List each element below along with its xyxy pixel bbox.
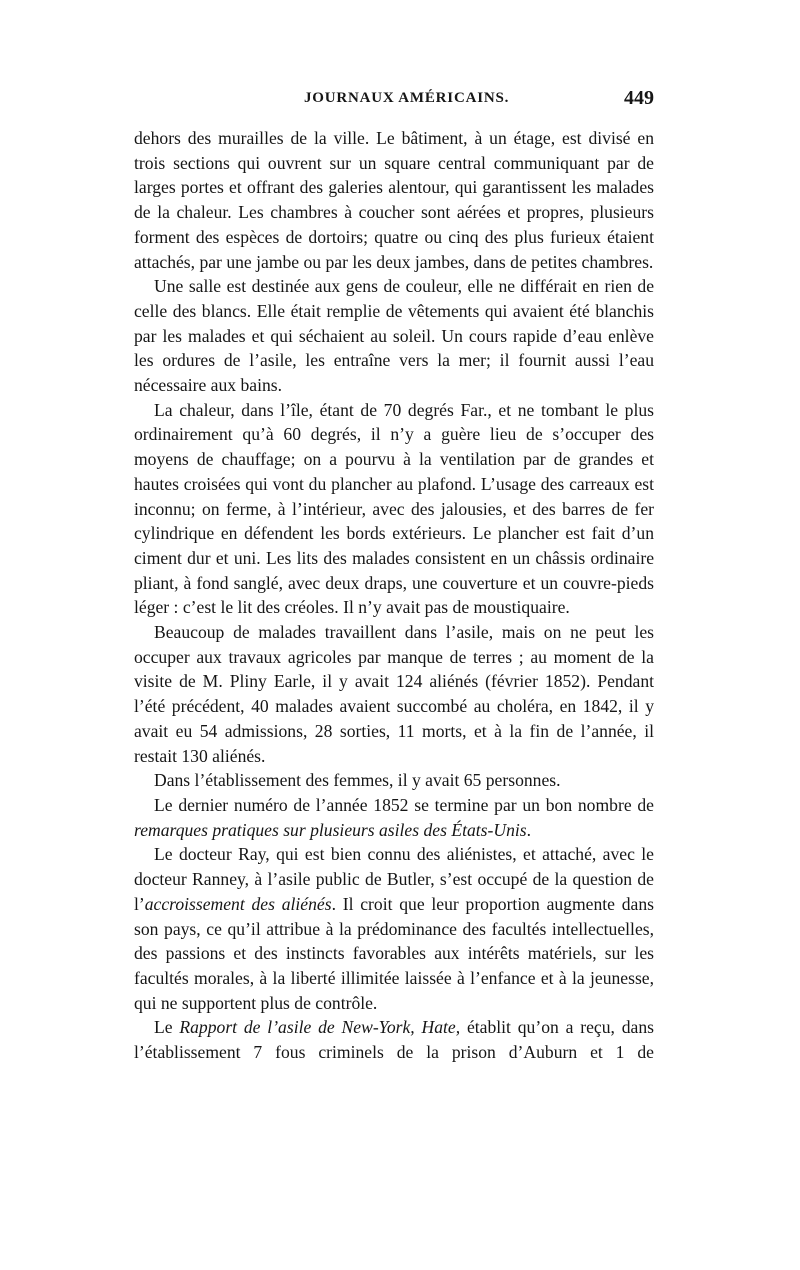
paragraph: Dans l’établissement des femmes, il y avait 65 personnes. xyxy=(154,770,561,791)
paragraph: La chaleur, dans l’île, étant de 70 degrés Far., et ne tombant le plus ordinairement qu’à 60 degrés, il n’y a guère lieu de s’occuper des moyens de chauffage; on a pourvu à la ventilation par de grandes et hautes croisées qui vont du plancher au plafond. L’usage des carreaux est inconnu; on ferme, à l’intérieur, avec des jalousies, et des barres de fer cylindrique en défendent les bords extérieurs. Le plancher est fait d’un ciment dur et uni. Les lits des malades consistent en un châssis ordinaire pliant, à fond sanglé, avec deux draps, une couverture et un couvre-pieds léger : c’est le lit des créoles. Il n’y avait pas de moustiquaire. xyxy=(134,399,654,618)
paragraph: Le dernier numéro de l’année 1852 se termine par un bon nombre de remarques pratiques sur plusieurs asiles des États-Unis. xyxy=(134,794,654,840)
paragraph: Une salle est destinée aux gens de couleur, elle ne différait en rien de celle des blancs. Elle était remplie de vêtements qui avaient été blanchis par les malades et qui séchaient au soleil. Un cours rapide d’eau enlève les ordures de l’asile, les entraîne vers la mer; il fournit aussi l’eau nécessaire aux bains. xyxy=(134,276,654,396)
running-title: JOURNAUX AMÉRICAINS. xyxy=(304,90,510,106)
paragraph-continuation: dehors des murailles de la ville. Le bâtiment, à un étage, est divisé en trois sections qui ouvrent sur un square central communiquant par de larges portes et offrant des galeries alentour, qui garantissent les malades de la chaleur. Les chambres à coucher sont aérées et propres, plusieurs forment des espèces de dortoirs; quatre ou cinq des plus furieux étaient attachés, par une jambe ou par les deux jambes, dans de petites chambres. xyxy=(134,128,654,272)
page-number: 449 xyxy=(624,87,654,109)
italic-title: Rapport de l’asile de New-York, Hate, xyxy=(179,1017,461,1038)
paragraph: Beaucoup de malades travaillent dans l’asile, mais on ne peut les occuper aux travaux agricoles par manque de terres ; au moment de la visite de M. Pliny Earle, il y avait 124 aliénés (février 1852). Pendant l’été précédent, 40 malades avaient succombé au choléra, en 1842, il y avait eu 54 admissions, 28 sorties, 11 morts, et à la fin de l’année, il restait 130 aliénés. xyxy=(134,622,654,766)
body-text xyxy=(134,126,654,1065)
page-header xyxy=(134,87,654,114)
italic-phrase: accroissement des aliénés xyxy=(144,893,332,914)
italic-title: remarques pratiques sur plusieurs asiles des États-Unis xyxy=(134,819,527,840)
paragraph: Le docteur Ray, qui est bien connu des aliénistes, et attaché, avec le docteur Ranney, à l’asile public de Butler, s’est occupé de la question de l’accroissement des aliénés. Il croit que leur proportion augmente dans son pays, ce qu’il attribue à la prédominance des facultés intellectuelles, des passions et des instincts favorables aux intérêts matériels, sur les facultés morales, à la liberté illimitée laissée à l’enfance et à la jeunesse, qui ne supportent plus de contrôle. xyxy=(134,844,654,1013)
paragraph: Le Rapport de l’asile de New-York, Hate, établit qu’on a reçu, dans l’établissement 7 fous criminels de la prison d’Auburn et 1 de xyxy=(134,1017,654,1063)
